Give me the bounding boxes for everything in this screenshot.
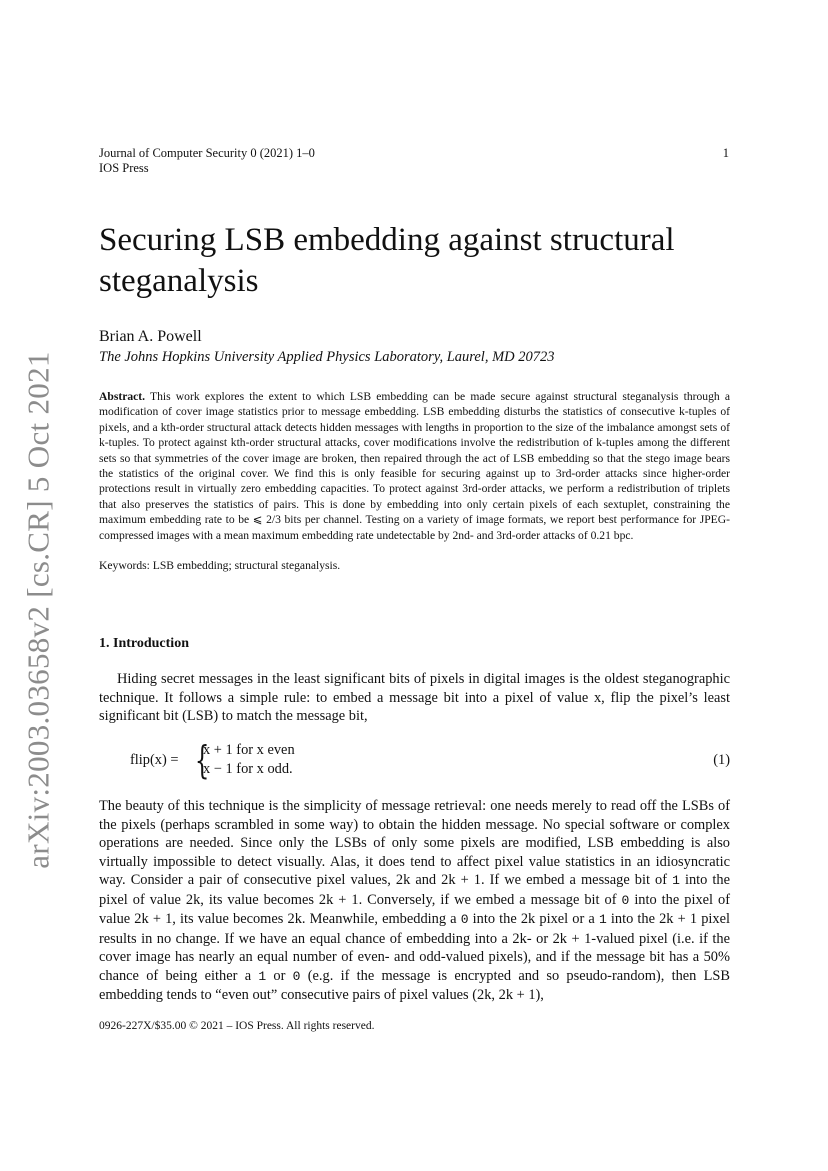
arxiv-id: arXiv:2003.03658v2 [cs.CR] 5 Oct 2021 [21, 351, 57, 869]
page-number: 1 [722, 146, 729, 160]
section-heading: 1. Introduction [99, 636, 189, 651]
arxiv-stamp [14, 351, 64, 869]
paragraph-text: into the 2k + 1 pixel results in no change. If we have an equal chance of embedding into a 2k- or 2k + 1-valued pixel (i.e. if the cover image has nearly an equal number of even- and odd-valued pixels), and if the message bit has a 50% chance of being either a [99, 911, 730, 984]
publisher-name: IOS Press [99, 161, 149, 175]
bit-value: 0 [460, 912, 469, 927]
journal-name: Journal of Computer Security 0 (2021) 1–0 [99, 146, 315, 160]
copyright-footer: 0926-227X/$35.00 © 2021 – IOS Press. All rights reserved. [99, 1020, 375, 1032]
equation-lhs: flip(x) = [130, 752, 179, 768]
paragraph-text: or [266, 967, 293, 984]
bit-value: 1 [598, 912, 607, 927]
running-header [99, 146, 729, 176]
abstract [99, 389, 730, 543]
intro-paragraph-1: Hiding secret messages in the least significant bits of pixels in digital images is the oldest steganographic technique. It follows a simple rule: to embed a message bit into a pixel of value x, flip the pixel’s least significant bit (LSB) to match the message bit, [99, 671, 730, 724]
intro-paragraph-2 [99, 797, 730, 1005]
paragraph-text: (e.g. if the message is encrypted and so pseudo-random), then LSB embedding tends to “even out” consecutive pairs of pixel values (2k, 2k + 1), [99, 967, 731, 1003]
bit-value: 0 [292, 968, 301, 984]
bit-value: 1 [672, 873, 680, 888]
paper-title: Securing LSB embedding against structural steganalysis [99, 222, 675, 299]
equation-case-even: x + 1 for x even [203, 742, 295, 758]
paragraph-text: The beauty of this technique is the simplicity of message retrieval: one needs merely to read off the LSBs of the pixels (perhaps scrambled in some way) to obtain the hidden message. No special software or complex operations are needed. Since only the LSBs of only some pixels are modified, LSB embedding is also virtually impossible to detect visually. Alas, it does tend to affect pixel value statistics in an idiosyncratic way. Consider a pair of consecutive pixel values, 2k and 2k + 1. If we embed a message bit of [99, 798, 730, 888]
paragraph-text: into the pixel of value 2k, its value becomes 2k + 1. Conversely, if we embed a message bit of [99, 872, 730, 908]
paragraph-text: into the pixel of value 2k + 1, its value becomes 2k. Meanwhile, embedding a [99, 891, 730, 927]
abstract-text: This work explores the extent to which LSB embedding can be made secure against structural steganalysis through a modification of cover image statistics prior to message embedding. LSB embedding disturbs the statistics of consecutive k-tuples of pixels, and a kth-order structural attack detects hidden messages with lengths in proportion to the size of the imbalance amongst sets of k-tuples. To protect against kth-order structural attacks, cover modifications involve the redistribution of k-tuples among the different sets so that symmetries of the cover image are broken, then repaired through the act of LSB embedding so that the stego image bears the statistics of the original cover. We find this is only feasible for securing against up to 3rd-order attacks since higher-order protections result in virtually zero embedding capacities. To protect against 3rd-order attacks, we perform a redistribution of triplets that also preserves the statistics of pairs. This is done by embedding into only certain pixels of each sextuplet, constraining the maximum embedding rate to be ⩽ 2/3 bits per channel. Testing on a variety of image formats, we report best performance for JPEG-compressed images with a mean maximum embedding rate undetectable by 2nd- and 3rd-order attacks of 0.21 bpc. [99, 390, 730, 542]
equation-1 [130, 738, 730, 782]
bit-value: 1 [258, 968, 267, 984]
keywords: Keywords: LSB embedding; structural steganalysis. [99, 559, 341, 572]
bit-value: 0 [621, 892, 630, 908]
abstract-label: Abstract. [99, 390, 146, 403]
paragraph-text: into the 2k pixel or a [468, 911, 599, 927]
author-affiliation: The Johns Hopkins University Applied Physics Laboratory, Laurel, MD 20723 [99, 349, 555, 365]
equation-number: (1) [713, 752, 730, 768]
author-name: Brian A. Powell [99, 328, 202, 345]
left-brace-icon: { [194, 738, 210, 782]
equation-case-odd: x − 1 for x odd. [203, 761, 293, 777]
